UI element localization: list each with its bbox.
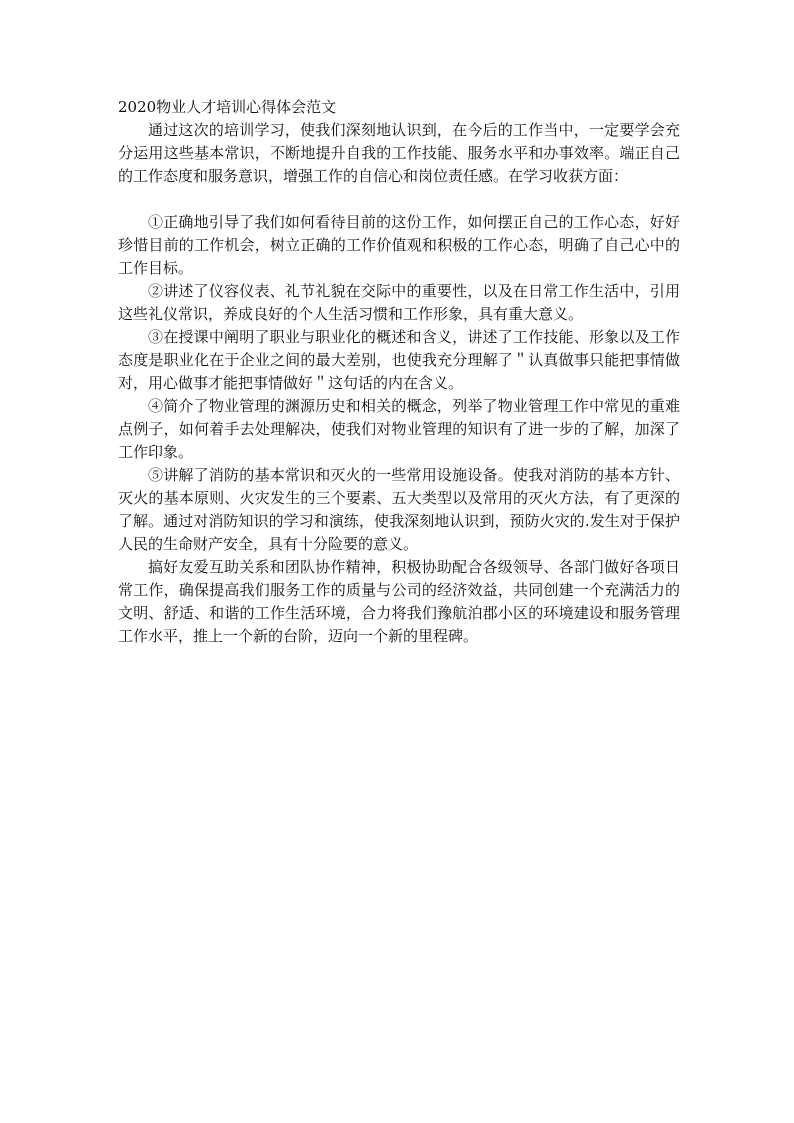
point-paragraph-3: ③在授课中阐明了职业与职业化的概述和含义，讲述了工作技能、形象以及工作态度是职业化在于企业之间的最大差别，也使我充分理解了＂认真做事只能把事情做对，用心做事才能把事情做好＂这句话的内在含义。: [118, 328, 680, 392]
document-body: [118, 96, 680, 648]
closing-paragraph: 搞好友爱互助关系和团队协作精神，积极协助配合各级领导、各部门做好各项日常工作，确保提高我们服务工作的质量与公司的经济效益，共同创建一个充满活力的文明、舒适、和谐的工作生活环境，合力将我们豫航泊郡小区的环境建设和服务管理工作水平，推上一个新的台阶，迈向一个新的里程碑。: [118, 558, 680, 645]
document-title: 2020物业人才培训心得体会范文: [118, 98, 337, 116]
point-paragraph-2: ②讲述了仪容仪表、礼节礼貌在交际中的重要性，以及在日常工作生活中，引用这些礼仪常识，养成良好的个人生活习惯和工作形象，具有重大意义。: [118, 282, 680, 323]
point-paragraph-1: ①正确地引导了我们如何看待目前的这份工作，如何摆正自己的工作心态，好好珍惜目前的工作机会，树立正确的工作价值观和积极的工作心态，明确了自己心中的工作目标。: [118, 213, 680, 277]
point-paragraph-5: ⑤讲解了消防的基本常识和灭火的一些常用设施设备。使我对消防的基本方针、灭火的基本原则、火灾发生的三个要素、五大类型以及常用的灭火方法，有了更深的了解。通过对消防知识的学习和演练，使我深刻地认识到，预防火灾的.发生对于保护人民的生命财产安全，具有十分险要的意义。: [118, 466, 680, 553]
blank-line: [118, 188, 680, 211]
point-paragraph-4: ④简介了物业管理的渊源历史和相关的概念，列举了物业管理工作中常见的重难点例子，如何着手去处理解决，使我们对物业管理的知识有了进一步的了解，加深了工作印象。: [118, 397, 680, 461]
intro-paragraph: 通过这次的培训学习，使我们深刻地认识到，在今后的工作当中，一定要学会充分运用这些基本常识，不断地提升自我的工作技能、服务水平和办事效率。端正自己的工作态度和服务意识，增强工作的自信心和岗位责任感。在学习收获方面：: [118, 121, 680, 185]
